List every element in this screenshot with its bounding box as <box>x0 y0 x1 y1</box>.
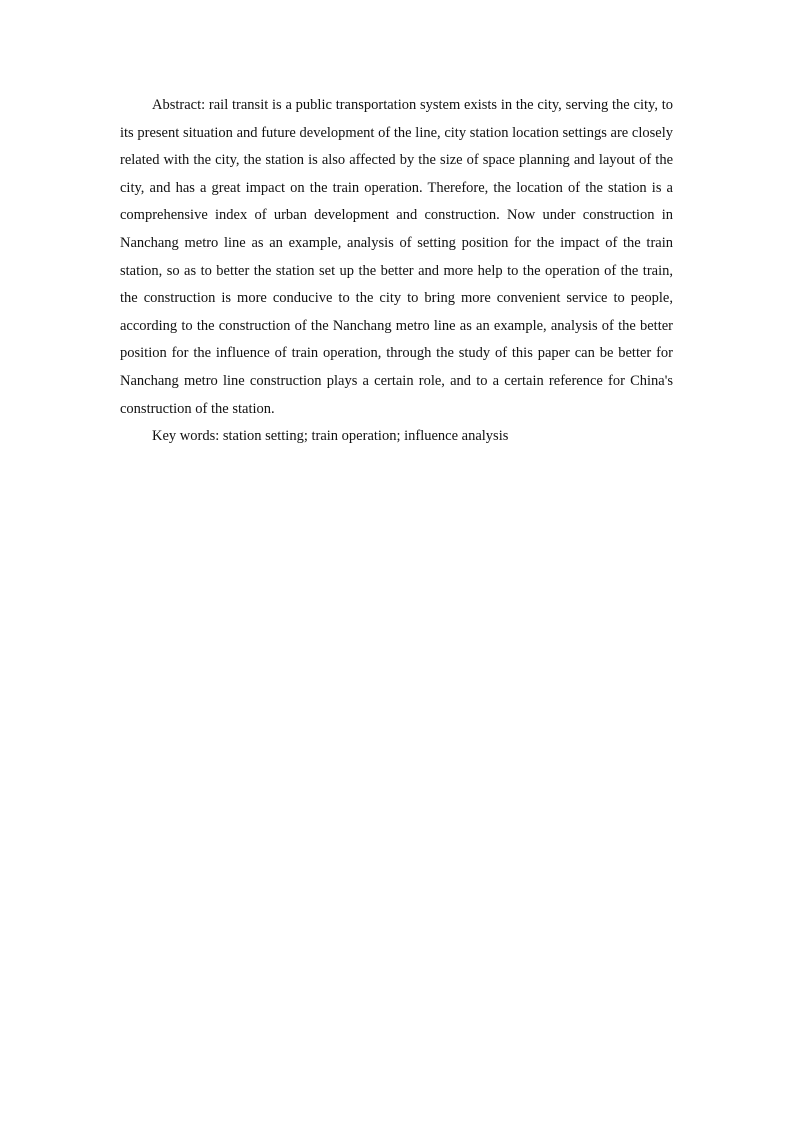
keywords-paragraph: Key words: station setting; train operation; influence analysis <box>152 428 509 445</box>
abstract-paragraph: Abstract: rail transit is a public transportation system exists in the city, serving the city, to its present situation and future development of the line, city station location settings are closely related with the city, the station is also affected by the size of space planning and layout of the city, and has a great impact on the train operation. Therefore, the location of the station is a comprehensive index of urban development and construction. Now under construction in Nanchang metro line as an example, analysis of setting position for the impact of the train station, so as to better the station set up the better and more help to the operation of the train, the construction is more conducive to the city to bring more convenient service to people, according to the construction of the Nanchang metro line as an example, analysis of the better position for the influence of train operation, through the study of this paper can be better for Nanchang metro line construction plays a certain role, and to a certain reference for China's construction of the station. <box>120 97 673 417</box>
document-page <box>120 92 673 451</box>
